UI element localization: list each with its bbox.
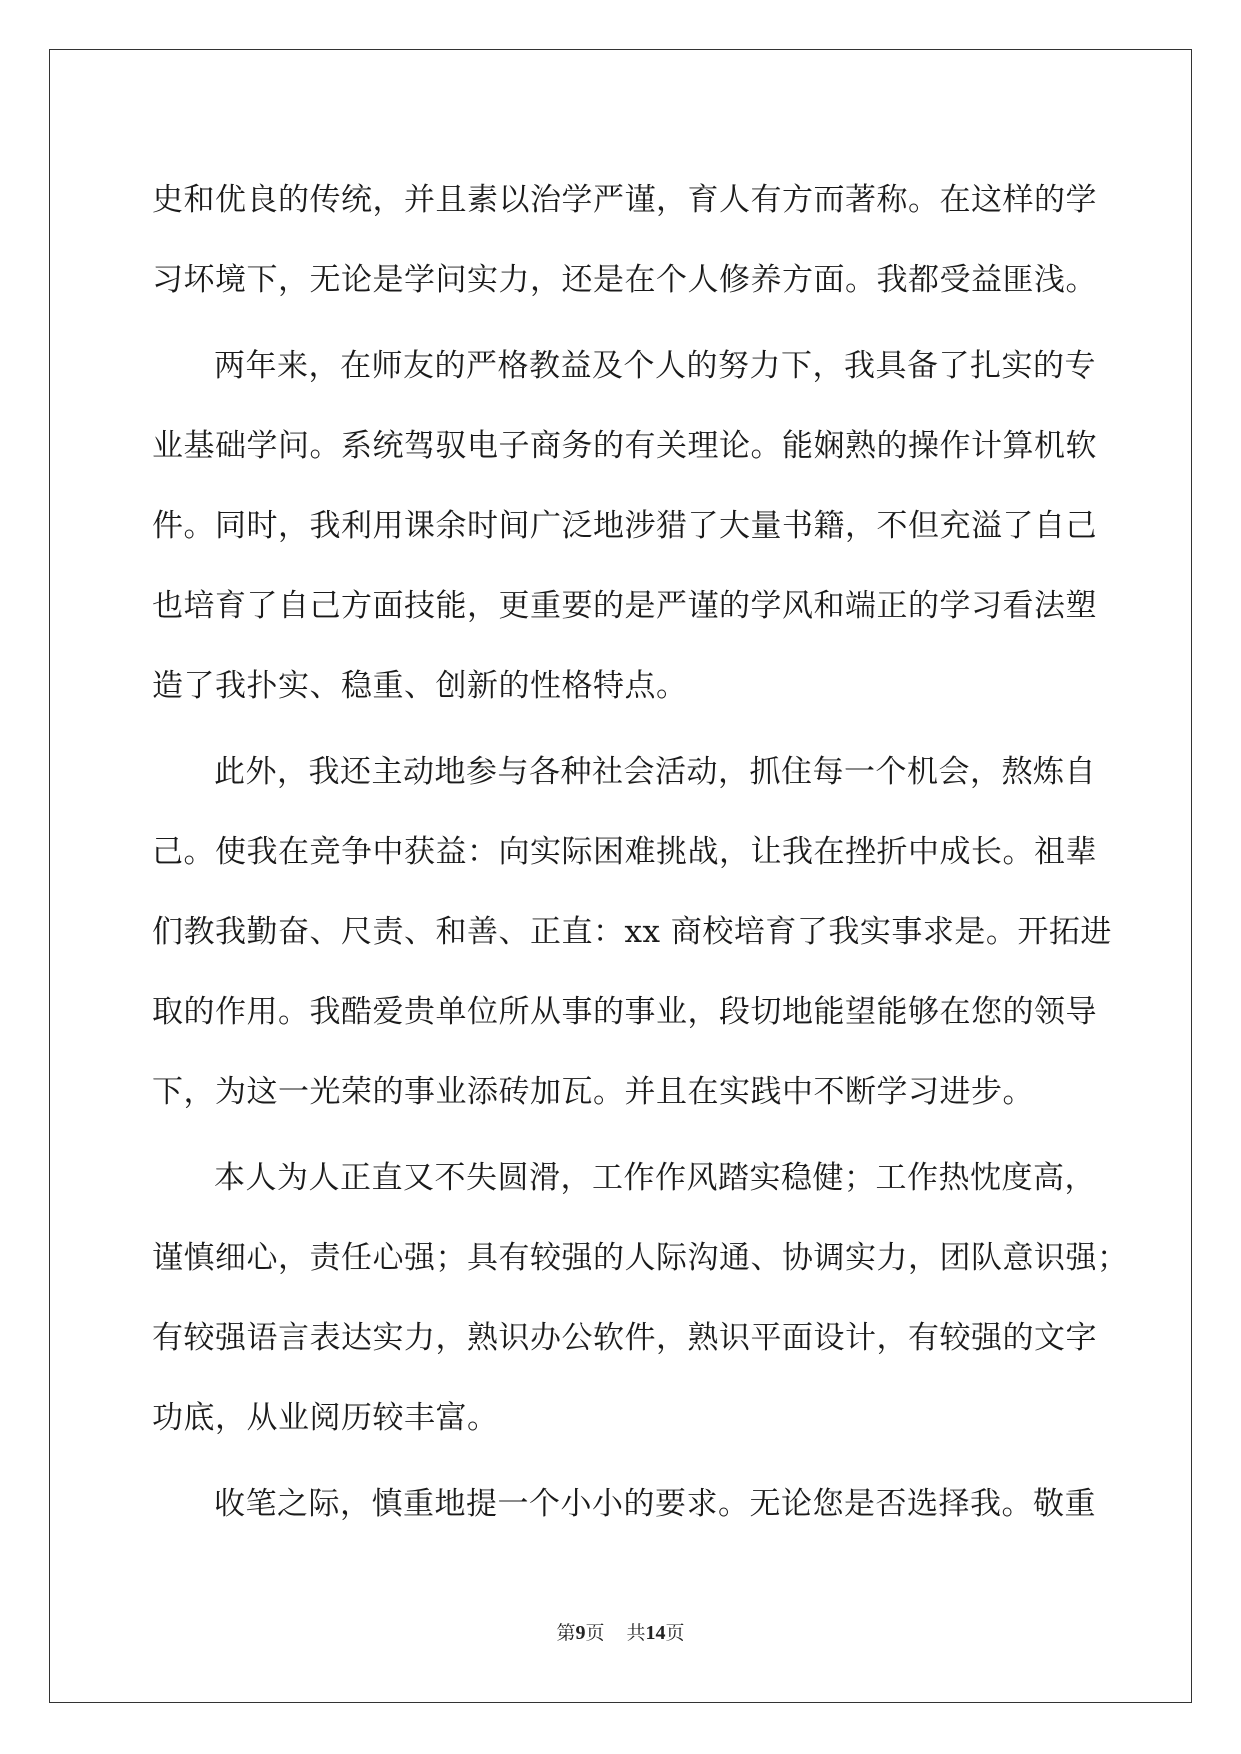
page-number: 9 — [575, 1622, 586, 1644]
text-line: 功底，从业阅历较丰富。 — [152, 1400, 499, 1436]
paragraph-first-line: 收笔之际，慎重地提一个小小的要求。无论您是否选择我。敬重 — [214, 1486, 1096, 1522]
text-line: 取的作用。我酷爱贵单位所从事的事业，段切地能望能够在您的领导 — [152, 994, 1097, 1030]
paragraph-first-line: 两年来，在师友的严格教益及个人的努力下，我具备了扎实的专 — [214, 348, 1096, 384]
text-line: 己。使我在竞争中获益：向实际困难挑战，让我在挫折中成长。祖辈 — [152, 834, 1097, 870]
text-line: 们教我勤奋、尺责、和善、正直：xx 商校培育了我实事求是。开拓进 — [152, 914, 1112, 950]
text-line: 下，为这一光荣的事业添砖加瓦。并且在实践中不断学习进步。 — [152, 1074, 1034, 1110]
text-line: 有较强语言表达实力，熟识办公软件，熟识平面设计，有较强的文字 — [152, 1320, 1097, 1356]
text-line: 史和优良的传统，并且素以治学严谨，育人有方而著称。在这样的学 — [152, 182, 1097, 218]
total-prefix: 共 — [626, 1622, 646, 1644]
paragraph-first-line: 本人为人正直又不失圆滑，工作作风踏实稳健；工作热忱度高， — [214, 1160, 1096, 1196]
page-suffix: 页 — [585, 1622, 605, 1644]
text-line: 谨慎细心，责任心强；具有较强的人际沟通、协调实力，团队意识强； — [152, 1240, 1129, 1276]
text-line: 造了我扑实、稳重、创新的性格特点。 — [152, 668, 688, 704]
total-pages: 14 — [645, 1622, 666, 1644]
text-line: 习坏境下，无论是学问实力，还是在个人修养方面。我都受益匪浅。 — [152, 262, 1097, 298]
page-footer — [0, 1618, 1241, 1645]
text-line: 业基础学问。系统驾驭电子商务的有关理论。能娴熟的操作计算机软 — [152, 428, 1097, 464]
total-suffix: 页 — [665, 1622, 685, 1644]
page-prefix: 第 — [556, 1622, 576, 1644]
text-line: 件。同时，我利用课余时间广泛地涉猎了大量书籍，不但充溢了自己 — [152, 508, 1097, 544]
document-body — [152, 160, 1129, 1544]
text-line: 也培育了自己方面技能，更重要的是严谨的学风和端正的学习看法塑 — [152, 588, 1097, 624]
paragraph-first-line: 此外，我还主动地参与各种社会活动，抓住每一个机会，熬炼自 — [214, 754, 1096, 790]
